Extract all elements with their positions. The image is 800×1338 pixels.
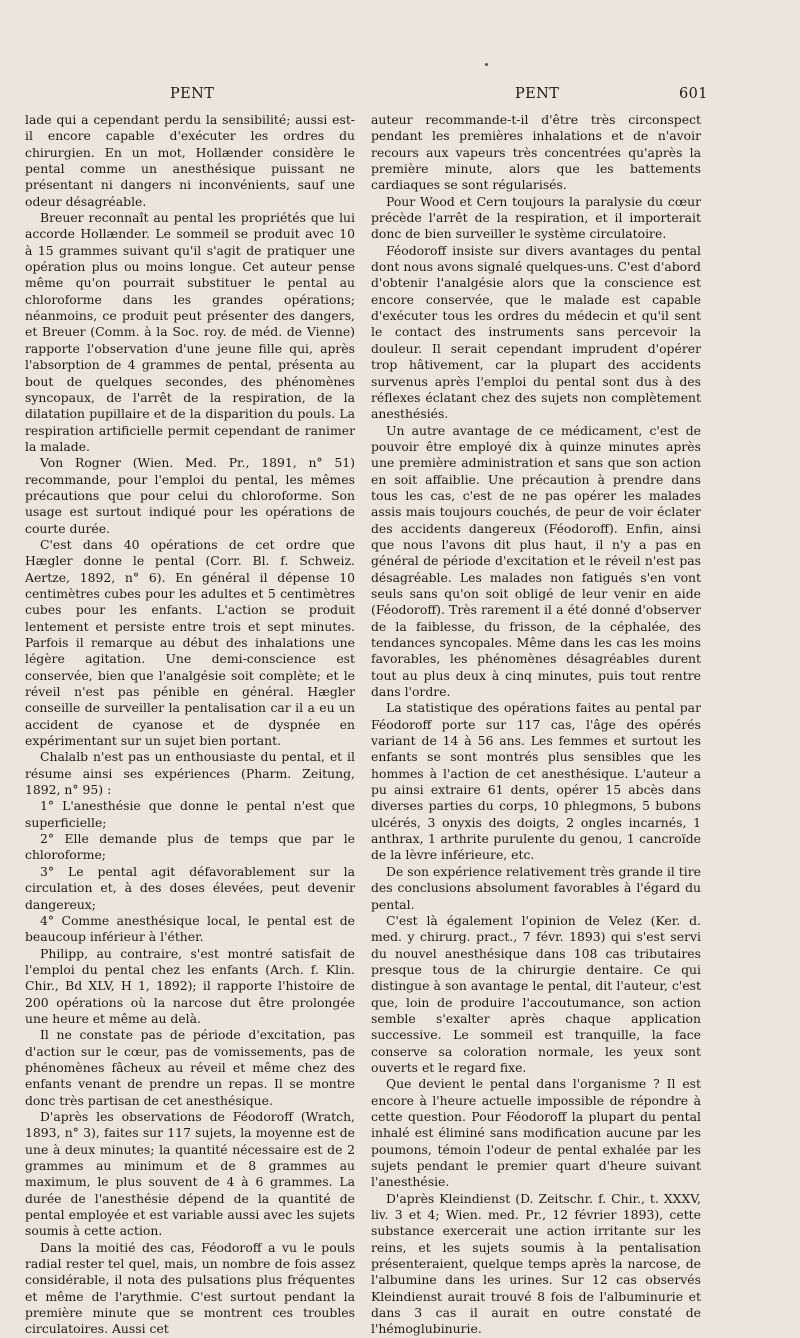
paragraph: C'est là également l'opinion de Velez (Ker. d. med. y chirurg. pract., 7 févr. 1893) qui s'est servi du nouvel anesthésique dans 108 cas tributaires presque tous de la chirurgie dentaire. Ce qui distingue à son avantage le pental, dit l'auteur, c'est que, loin de produire l'accoutumance, son action semble s'exalter après chaque application successive. Le sommeil est tranquille, la face conserve sa coloration normale, les yeux sont ouverts et le regard fixe. — [371, 912, 701, 1075]
paragraph: 4° Comme anesthésique local, le pental est de beaucoup inférieur à l'éther. — [25, 912, 355, 945]
paragraph: 3° Le pental agit défavorablement sur la circulation et, à des doses élevées, peut devenir dangereux; — [25, 863, 355, 912]
left-column — [25, 112, 355, 1338]
paragraph: Il ne constate pas de période d'excitation, pas d'action sur le cœur, pas de vomissements, pas de phénomènes fâcheux au réveil et même chez des enfants venant de prendre un repas. Il se montre donc très partisan de cet anesthésique. — [25, 1027, 355, 1108]
paragraph: D'après Kleindienst (D. Zeitschr. f. Chir., t. XXXV, liv. 3 et 4; Wien. med. Pr., 12 février 1893), cette substance exercerait une action irritante sur les reins, et les sujets soumis à la pentalisation présenteraient, quelque temps après la narcose, de l'albumine dans les urines. Sur 12 cas observés Kleindienst aurait trouvé 8 fois de l'albuminurie et dans 3 cas il aurait en outre constaté de l'hémoglubinurie. — [371, 1190, 701, 1337]
paragraph: 2° Elle demande plus de temps que par le chloroforme; — [25, 831, 355, 863]
paragraph: Dans la moitié des cas, Féodoroff a vu le pouls radial rester tel quel, mais, un nombre de fois assez considérable, il nota des pulsations plus fréquentes et même de l'arythmie. C'est surtout pendant la première minute que se montrent ces troubles circulatoires. Aussi cet — [25, 1239, 355, 1337]
paragraph: Chalalb n'est pas un enthousiaste du pental, et il résume ainsi ses expériences (Pharm. Zeitung, 1892, n° 95) : — [25, 749, 355, 798]
paragraph: Que devient le pental dans l'organisme ? Il est encore à l'heure actuelle impossible de répondre à cette question. Pour Féodoroff la plupart du pental inhalé est éliminé sans modification aucune par les poumons, témoin l'odeur de pental exhalée par les sujets pendant le premier quart d'heure suivant l'anesthésie. — [371, 1076, 701, 1190]
paragraph: D'après les observations de Féodoroff (Wratch, 1893, n° 3), faites sur 117 sujets, la moyenne est de une à deux minutes; la quantité nécessaire est de 2 grammes au minimum et de 8 grammes au maximum, le plus souvent de 4 à 6 grammes. La durée de l'anesthésie dépend de la quantité de pental employée et est variable aussi avec les sujets soumis à cette action. — [25, 1108, 355, 1239]
paragraph: Féodoroff insiste sur divers avantages du pental dont nous avons signalé quelques-uns. C'est d'abord d'obtenir l'analgésie alors que la conscience est encore conservée, que le malade est capable d'exécuter tous les ordres du médecin et qu'il sent le contact des instruments sans percevoir la douleur. Il serait cependant imprudent d'opérer trop hâtivement, car la plupart des accidents survenus après l'emploi du pental sont dus à des réflexes éclatant chez des sujets non complètement anesthésiés. — [371, 242, 701, 422]
running-header-right: PENT — [515, 86, 560, 102]
paragraph: Un autre avantage de ce médicament, c'est de pouvoir être employé dix à quinze minutes après une première administration et sans que son action en soit affaiblie. Une précaution à prendre dans tous les cas, c'est de ne pas opérer les malades assis mais toujours couchés, de peur de voir éclater des accidents dangereux (Féodoroff). Enfin, ainsi que nous l'avons dit plus haut, il n'y a pas en général de période d'excitation et le réveil n'est pas désagréable. Les malades non fatigués s'en vont seuls sans qu'on soit obligé de leur venir en aide (Féodoroff). Très rarement il a été donné d'observer de la faiblesse, du frisson, de la céphalée, des tendances syncopales. Même dans les cas les moins favorables, les phénomènes désagréables durent tout au plus deux à cinq minutes, puis tout rentre dans l'ordre. — [371, 422, 701, 700]
right-column — [371, 112, 701, 1338]
paragraph: Philipp, au contraire, s'est montré satisfait de l'emploi du pental chez les enfants (Arch. f. Klin. Chir., Bd XLV, H 1, 1892); il rapporte l'histoire de 200 opérations où la narcose dut être prolongée une heure et même au delà. — [25, 945, 355, 1026]
paragraph: Pour Wood et Cern toujours la paralysie du cœur précède l'arrêt de la respiration, et il importerait donc de bien surveiller le système circulatoire. — [371, 193, 701, 242]
print-speck — [485, 63, 488, 66]
paragraph: Von Rogner (Wien. Med. Pr., 1891, n° 51) recommande, pour l'emploi du pental, les mêmes précautions que pour celui du chloroforme. Son usage est surtout indiqué pour les opérations de courte durée. — [25, 455, 355, 536]
paragraph: 1° L'anesthésie que donne le pental n'est que superficielle; — [25, 798, 355, 830]
paragraph: De son expérience relativement très grande il tire des conclusions absolument favorables à l'égard du pental. — [371, 863, 701, 912]
page-number: 601 — [679, 86, 708, 102]
paragraph: lade qui a cependant perdu la sensibilité; aussi est-il encore capable d'exécuter les ordres du chirurgien. En un mot, Hollænder considère le pental comme un anesthésique puissant ne présentant ni dangers ni inconvénients, sauf une odeur désagréable. — [25, 112, 355, 209]
running-header-left: PENT — [170, 86, 215, 102]
paragraph: C'est dans 40 opérations de cet ordre que Hægler donne le pental (Corr. Bl. f. Schweiz. Aertze, 1892, n° 6). En général il dépense 10 centimètres cubes pour les adultes et 5 centimètres cubes pour les enfants. L'action se produit lentement et persiste entre trois et sept minutes. Parfois il remarque au début des inhalations une légère agitation. Une demi-conscience est conservée, bien que l'analgésie soit complète; et le réveil n'est pas pénible en général. Hægler conseille de surveiller la pentalisation car il a eu un accident de cyanose et de dyspnée en expérimentant sur un sujet bien portant. — [25, 536, 355, 749]
paragraph: Breuer reconnaît au pental les propriétés que lui accorde Hollænder. Le sommeil se produit avec 10 à 15 grammes suivant qu'il s'agit de pratiquer une opération plus ou moins longue. Cet auteur pense même qu'on pourrait substituer le pental au chloroforme dans les grandes opérations; néanmoins, ce produit peut présenter des dangers, et Breuer (Comm. à la Soc. roy. de méd. de Vienne) rapporte l'observation d'une jeune fille qui, après l'absorption de 4 grammes de pental, présenta au bout de quelques secondes, des phénomènes syncopaux, de l'arrêt de la respiration, de la dilatation pupillaire et de la disparition du pouls. La respiration artificielle permit cependant de ranimer la malade. — [25, 210, 355, 454]
paragraph: auteur recommande-t-il d'être très circonspect pendant les premières inhalations et de n'avoir recours aux vapeurs très concentrées qu'après la première minute, alors que les battements cardiaques se sont régularisés. — [371, 112, 701, 193]
paragraph: La statistique des opérations faites au pental par Féodoroff porte sur 117 cas, l'âge des opérés variant de 14 à 56 ans. Les femmes et surtout les enfants se sont montrés plus sensibles que les hommes à l'action de cet anesthésique. L'auteur a pu ainsi extraire 61 dents, opérer 15 abcès dans diverses parties du corps, 10 phlegmons, 5 bubons ulcérés, 3 onyxis des doigts, 2 ongles incarnés, 1 anthrax, 1 arthrite purulente du genou, 1 cancroïde de la lèvre inférieure, etc. — [371, 700, 701, 863]
